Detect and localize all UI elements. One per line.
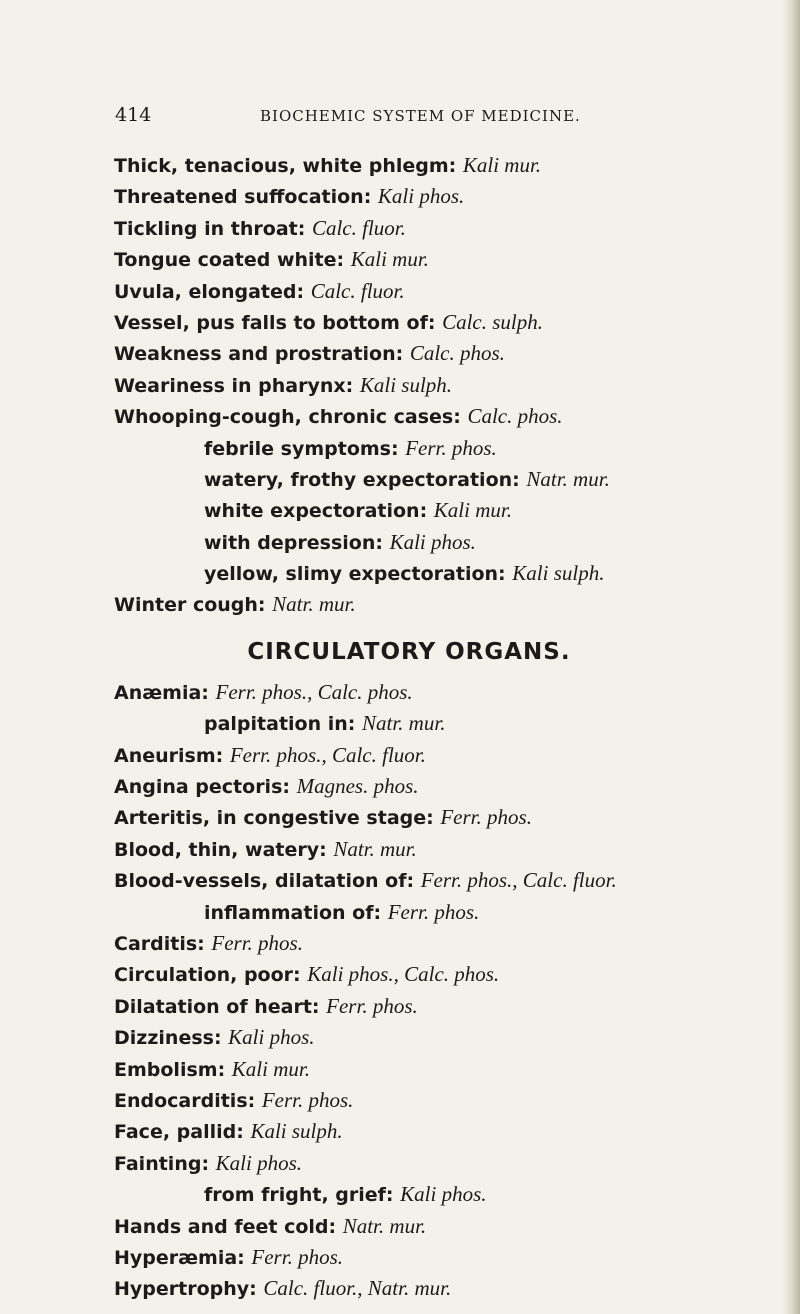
- index-entry: [114, 213, 774, 244]
- entry-term: Winter cough:: [114, 594, 273, 617]
- entry-remedy: Magnes. phos.: [296, 774, 419, 799]
- index-subentry: [114, 495, 774, 526]
- entry-term: white expectoration:: [204, 500, 434, 523]
- entry-term: Hypertrophy:: [114, 1278, 264, 1301]
- index-entry: [114, 991, 774, 1022]
- index-entry: [114, 338, 774, 369]
- section-heading: CIRCULATORY ORGANS.: [247, 638, 571, 665]
- entry-term: with depression:: [204, 531, 390, 554]
- entry-remedy: Kali mur.: [350, 247, 429, 272]
- entry-term: Blood-vessels, dilatation of:: [114, 870, 421, 893]
- index-entry: [114, 276, 774, 307]
- entry-term: Threatened suffocation:: [114, 186, 378, 209]
- index-entry: [114, 1148, 774, 1179]
- entry-term: Anæmia:: [114, 681, 216, 704]
- entry-remedy: Ferr. phos.: [211, 930, 303, 955]
- index-entry: [114, 150, 774, 181]
- entry-term: inflammation of:: [204, 901, 388, 924]
- entry-remedy: Ferr. phos., Calc. fluor.: [420, 868, 617, 893]
- entry-term: watery, frothy expectoration:: [204, 468, 527, 491]
- entry-term: Dilatation of heart:: [114, 995, 327, 1018]
- index-entry: [114, 802, 774, 833]
- entry-term: Hyperæmia:: [114, 1246, 252, 1269]
- entry-remedy: Ferr. phos., Calc. fluor.: [229, 742, 426, 767]
- index-entry: [114, 307, 774, 338]
- entry-remedy: Kali phos.: [389, 529, 476, 554]
- entry-term: Blood, thin, watery:: [114, 838, 334, 861]
- entry-remedy: Calc. fluor., Natr. mur.: [263, 1276, 452, 1301]
- entry-remedy: Kali mur.: [433, 498, 512, 523]
- entry-term: Whooping-cough, chronic cases:: [114, 406, 468, 429]
- entry-term: palpitation in:: [204, 713, 362, 736]
- entry-term: Thick, tenacious, white phlegm:: [114, 155, 463, 177]
- entry-term: febrile symptoms:: [204, 437, 406, 460]
- entry-remedy: Kali phos.: [377, 184, 465, 209]
- entry-term: Embolism:: [114, 1058, 232, 1081]
- entry-term: Circulation, poor:: [114, 964, 308, 987]
- entry-remedy: Kali sulph.: [250, 1119, 343, 1144]
- entry-term: from fright, grief:: [204, 1184, 401, 1207]
- index-entry: [114, 1085, 774, 1116]
- index-entry: [114, 740, 774, 771]
- index-entry: [114, 370, 774, 401]
- page-edge-shadow: [782, 0, 800, 1314]
- index-entry: [114, 1022, 774, 1053]
- index-entries: [114, 150, 774, 1305]
- index-entry: [114, 959, 774, 990]
- entry-term: Carditis:: [114, 932, 212, 955]
- entry-term: Dizziness:: [114, 1027, 229, 1050]
- index-entry: [114, 771, 774, 802]
- index-entry: [114, 928, 774, 959]
- entry-remedy: Calc. fluor.: [310, 278, 405, 303]
- entry-term: Uvula, elongated:: [114, 280, 311, 303]
- index-subentry: [114, 558, 774, 589]
- entry-remedy: Kali phos.: [215, 1150, 303, 1175]
- entry-remedy: Ferr. phos., Calc. phos.: [215, 679, 413, 704]
- respiratory-entry-list: [114, 150, 774, 621]
- entry-term: Tickling in throat:: [114, 217, 312, 240]
- entry-remedy: Natr. mur.: [526, 466, 610, 491]
- entry-remedy: Kali phos.: [400, 1182, 487, 1207]
- entry-remedy: Kali sulph.: [512, 561, 605, 586]
- entry-term: Fainting:: [114, 1152, 216, 1175]
- entry-remedy: Kali mur.: [462, 153, 542, 177]
- entry-remedy: Kali phos., Calc. phos.: [307, 962, 500, 987]
- page-number: 414: [115, 104, 152, 126]
- index-subentry: [114, 464, 774, 495]
- index-entry: [114, 677, 774, 708]
- entry-remedy: Natr. mur.: [272, 592, 356, 617]
- entry-remedy: Calc. fluor.: [311, 215, 406, 240]
- entry-term: Hands and feet cold:: [114, 1215, 343, 1238]
- entry-remedy: Natr. mur.: [362, 711, 446, 736]
- index-entry: [114, 865, 774, 896]
- index-entry: [114, 1116, 774, 1147]
- running-head: [115, 104, 755, 134]
- entry-term: Face, pallid:: [114, 1121, 251, 1144]
- entry-term: Endocarditis:: [114, 1089, 262, 1112]
- index-entry: [114, 401, 774, 432]
- entry-remedy: Ferr. phos.: [440, 805, 532, 830]
- entry-remedy: Kali mur.: [231, 1056, 310, 1081]
- index-subentry: [114, 433, 774, 464]
- entry-term: Weakness and prostration:: [114, 343, 410, 366]
- index-entry: [114, 589, 774, 620]
- entry-term: Aneurism:: [114, 744, 230, 767]
- entry-remedy: Natr. mur.: [342, 1213, 427, 1238]
- index-subentry: [114, 708, 774, 739]
- entry-remedy: Kali phos.: [228, 1025, 315, 1050]
- entry-remedy: Calc. sulph.: [442, 309, 543, 334]
- entry-remedy: Calc. phos.: [409, 341, 505, 366]
- entry-term: Weariness in pharynx:: [114, 374, 360, 397]
- circulatory-entry-list: [114, 677, 774, 1305]
- index-entry: [114, 1242, 774, 1273]
- entry-term: Tongue coated white:: [114, 249, 351, 272]
- entry-remedy: Kali sulph.: [359, 372, 453, 397]
- index-entry: [114, 1273, 774, 1304]
- index-entry: [114, 1211, 774, 1242]
- entry-remedy: Calc. phos.: [467, 404, 563, 429]
- entry-remedy: Ferr. phos.: [326, 993, 418, 1018]
- entry-remedy: Ferr. phos.: [261, 1087, 354, 1112]
- entry-term: Angina pectoris:: [114, 776, 297, 799]
- entry-remedy: Ferr. phos.: [251, 1244, 343, 1269]
- index-entry: [114, 834, 774, 865]
- index-entry: [114, 244, 774, 275]
- entry-remedy: Ferr. phos.: [387, 899, 480, 924]
- index-entry: [114, 181, 774, 212]
- index-subentry: [114, 1179, 774, 1210]
- entry-term: Vessel, pus falls to bottom of:: [114, 311, 443, 334]
- index-entry: [114, 1054, 774, 1085]
- index-subentry: [114, 897, 774, 928]
- index-subentry: [114, 527, 774, 558]
- running-head-title: BIOCHEMIC SYSTEM OF MEDICINE.: [260, 107, 581, 125]
- entry-remedy: Ferr. phos.: [405, 435, 497, 460]
- entry-term: Arteritis, in congestive stage:: [114, 807, 441, 830]
- entry-remedy: Natr. mur.: [333, 836, 417, 861]
- entry-term: yellow, slimy expectoration:: [204, 563, 513, 586]
